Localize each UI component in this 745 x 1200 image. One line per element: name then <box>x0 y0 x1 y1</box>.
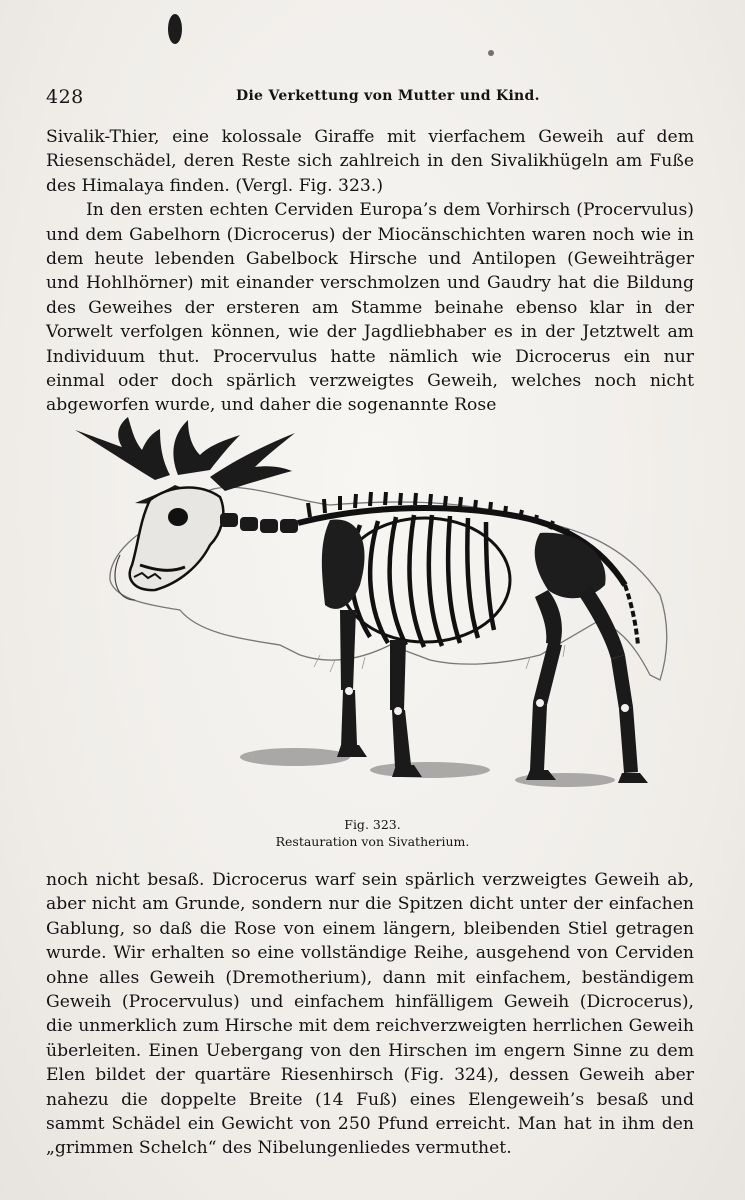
paragraph-after-figure: noch nicht besaß. Dicrocerus warf sein spärlich verzweigtes Geweih ab, aber nicht am Grunde, sondern nur die Spitzen dicht unter der einfachen Gablung, so daß die Rose von einem längern, bleibenden Stiel getragen wurde. Wir erhalten so eine vollständige Reihe, ausgehend von Cerviden ohne alles Geweih (Dremotherium), dann mit einfachem, beständigem Geweih (Procervulus) und einfachem hinfälligem Geweih (Dicrocerus), die unmerklich zum Hirsche mit dem reichverzweigten herrlichen Geweih überleiten. Einen Uebergang von den Hirschen im engern Sinne zu dem Elen bildet der quartäre Riesenhirsch (Fig. 324), dessen Geweih aber nahezu die doppelte Breite (14 Fuß) eines Elengeweih’s besaß und sammt Schädel ein Gewicht von 250 Pfund erreicht. Man hat in ihm den „grimmen Schelch“ des Nibelungenliedes vermuthet. <box>46 870 694 1159</box>
page-number: 428 <box>46 86 84 108</box>
figure-caption: Restauration von Sivatherium. <box>275 834 470 849</box>
ink-speck <box>488 50 494 56</box>
ink-spot <box>168 14 182 44</box>
figure-number: Fig. 323. <box>344 817 401 832</box>
body-text-bottom <box>46 868 694 1161</box>
sivatherium-illustration <box>60 405 680 815</box>
paragraph-continuation: Sivalik-Thier, eine kolossale Giraffe mit vierfachem Geweih auf dem Riesenschädel, deren Reste sich zahlreich in den Sivalikhügeln am Fuße des Himalaya finden. (Vergl. Fig. 323.) <box>46 127 694 196</box>
page-header <box>46 86 706 110</box>
running-head: Die Verkettung von Mutter und Kind. <box>236 88 540 104</box>
skeleton-engraving <box>60 405 680 815</box>
paragraph-cervidae: In den ersten echten Cerviden Europa’s dem Vorhirsch (Procervulus) und dem Gabelhorn (Dicrocerus) der Miocänschichten waren noch wie in dem heute lebenden Gabelbock Hirsche und Antilopen (Geweihträger und Hohlhörner) mit einander verschmolzen und Gaudry hat die Bildung des Geweihes der ersteren am Stamme beinahe ebenso klar in der Vorwelt verfolgen können, wie der Jagdliebhaber es in der Jetztwelt am Individuum thut. Procervulus hatte nämlich wie Dicrocerus ein nur einmal oder doch spärlich verzweigtes Geweih, welches noch nicht abgeworfen wurde, und daher die sogenannte Rose <box>46 200 694 416</box>
body-text-top <box>46 125 694 418</box>
